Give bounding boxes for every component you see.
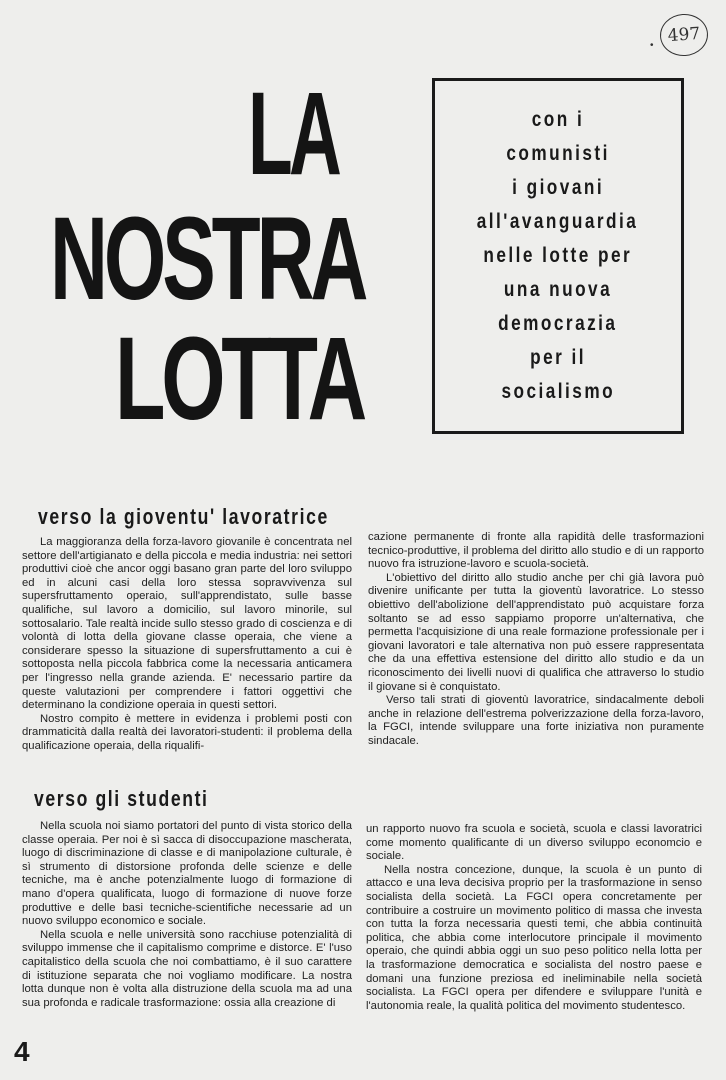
workers-column-left [22,536,352,754]
students-column-left [22,820,352,1010]
archive-stamp: 497 [659,12,710,57]
paragraph: un rapporto nuovo fra scuola e società, scuola e classi lavoratrici come momento qualificante di un diverso sviluppo economcio e sociale. [366,823,702,863]
workers-column-right [368,531,704,749]
title-line-1: LA [248,68,339,200]
paragraph: La maggioranza della forza-lavoro giovanile è concentrata nel settore dell'artigianato e della piccola e media industria: nei settori produttivi cioè che ancor oggi basano gran parte del loro sviluppo ed in alcuni casi della loro stessa sopravvivenza sul supersfruttamento operaio, sull'apprendistato, sulle basse qualifiche, sul lavoro a domicilio, sul lavoro minorile, sul sottosalario. Tale realtà incide sullo stesso grado di coscienza e di volontà di lotta della giovane classe operaia, che viene a considerare spesso la situazione di supersfruttamento a cui è sottoposta nella piccola fabbrica come la necessaria anticamera per l'ingresso nella grande azienda. E' necessario partire da queste valutazioni per comprendere i fattori oggettivi che determinano la condizione operaia in questi settori. [22,536,352,712]
slogan-line: democrazia [498,312,618,335]
title-line-2: NOSTRA [50,193,365,325]
slogan-line: all'avanguardia [477,210,639,233]
paragraph: Nella scuola e nelle università sono racchiuse potenzialità di sviluppo immense che il capitalismo comprime e distorce. E' l'uso capitalistico della scuola che noi combattiamo, è il suo carattere di istituzione separata che noi vogliamo modificare. La nostra lotta dunque non è volta alla distruzione della scuola ma ad una sua profonda e radicale trasformazione: ossia alla creazione di [22,928,352,1009]
paragraph: Nella nostra concezione, dunque, la scuola è un punto di attacco e una leva decisiva proprio per la trasformazione in senso socialista della società. La FGCI opera concretamente per contribuire a costruire un movimento politico di massa che investa con tutta la forza necessaria questi temi, che abbia continuità politica, che abbia come interlocutore principale il movimento operaio, che quindi abbia oggi un suo peso politico nella lotta per la trasformazione democratica e socialista del nostro paese e domani una funzione preziosa ed ineliminabile nella società socialista. La FGCI opera per difendere e sviluppare l'unità e l'autonomia reale, la qualità politica del movimento studentesco. [366,863,702,1012]
paragraph: cazione permanente di fronte alla rapidità delle trasformazioni tecnico-produttive, il problema del diritto allo studio e di un rapporto nuovo fra istruzione-lavoro e scuola-società. [368,531,704,571]
paragraph: Nella scuola noi siamo portatori del punto di vista storico della classe operaia. Per noi è sì sacca di disoccupazione mascherata, luogo di discriminazione di classe e di manipolazione culturale, è sì strumento di distorsione profonda delle scienze e delle tecniche, ma è anche potenzialmente luogo di formazione di mano d'opera qualificata, luogo di formazione di nuove forze produttive e delle basi tecniche-scientifiche necessarie ad un nuovo sviluppo economico e sociale. [22,820,352,928]
title-line-3: LOTTA [115,313,364,445]
slogan-line: comunisti [506,142,610,165]
slogan-line: nelle lotte per [483,244,633,267]
slogan-line: con i [531,108,585,131]
paragraph: Verso tali strati di gioventù lavoratrice, sindacalmente deboli anche in relazione dell'estrema polverizzazione della forza-lavoro, la FGCI, intende sviluppare una forte iniziativa non puramente sindacale. [368,694,704,747]
slogan-line: socialismo [501,380,615,403]
slogan-line: una nuova [503,278,613,301]
students-column-right [366,823,702,1013]
slogan-line: i giovani [512,176,604,199]
section-heading-students: verso gli studenti [34,786,209,811]
page-number: 4 [14,1036,30,1067]
slogan-box [432,78,684,434]
paragraph: L'obiettivo del diritto allo studio anche per chi già lavora può divenire unificante per tutta la gioventù lavoratrice. Lo stesso obiettivo dell'abolizione dell'apprendistato può acquistare forza soltanto se ad esso sappiamo proporre un'alternativa, che permetta l'acquisizione di una reale formazione professionale per i giovani lavoratori e tale alternativa non può essere rappresentata che da una effettiva estensione del diritto allo studio e da un riconoscimento dei livelli nuovi di qualifica che attraverso lo studio il giovane si è conquistato. [368,571,704,693]
slogan-line: per il [530,346,586,369]
section-heading-workers: verso la gioventu' lavoratrice [38,504,329,529]
stamp-dot: • [650,40,654,51]
paragraph: Nostro compito è mettere in evidenza i problemi posti con drammaticità dalla realtà dei lavoratori-studenti: il problema della qualificazione operaia, della riqualifi- [22,712,352,752]
